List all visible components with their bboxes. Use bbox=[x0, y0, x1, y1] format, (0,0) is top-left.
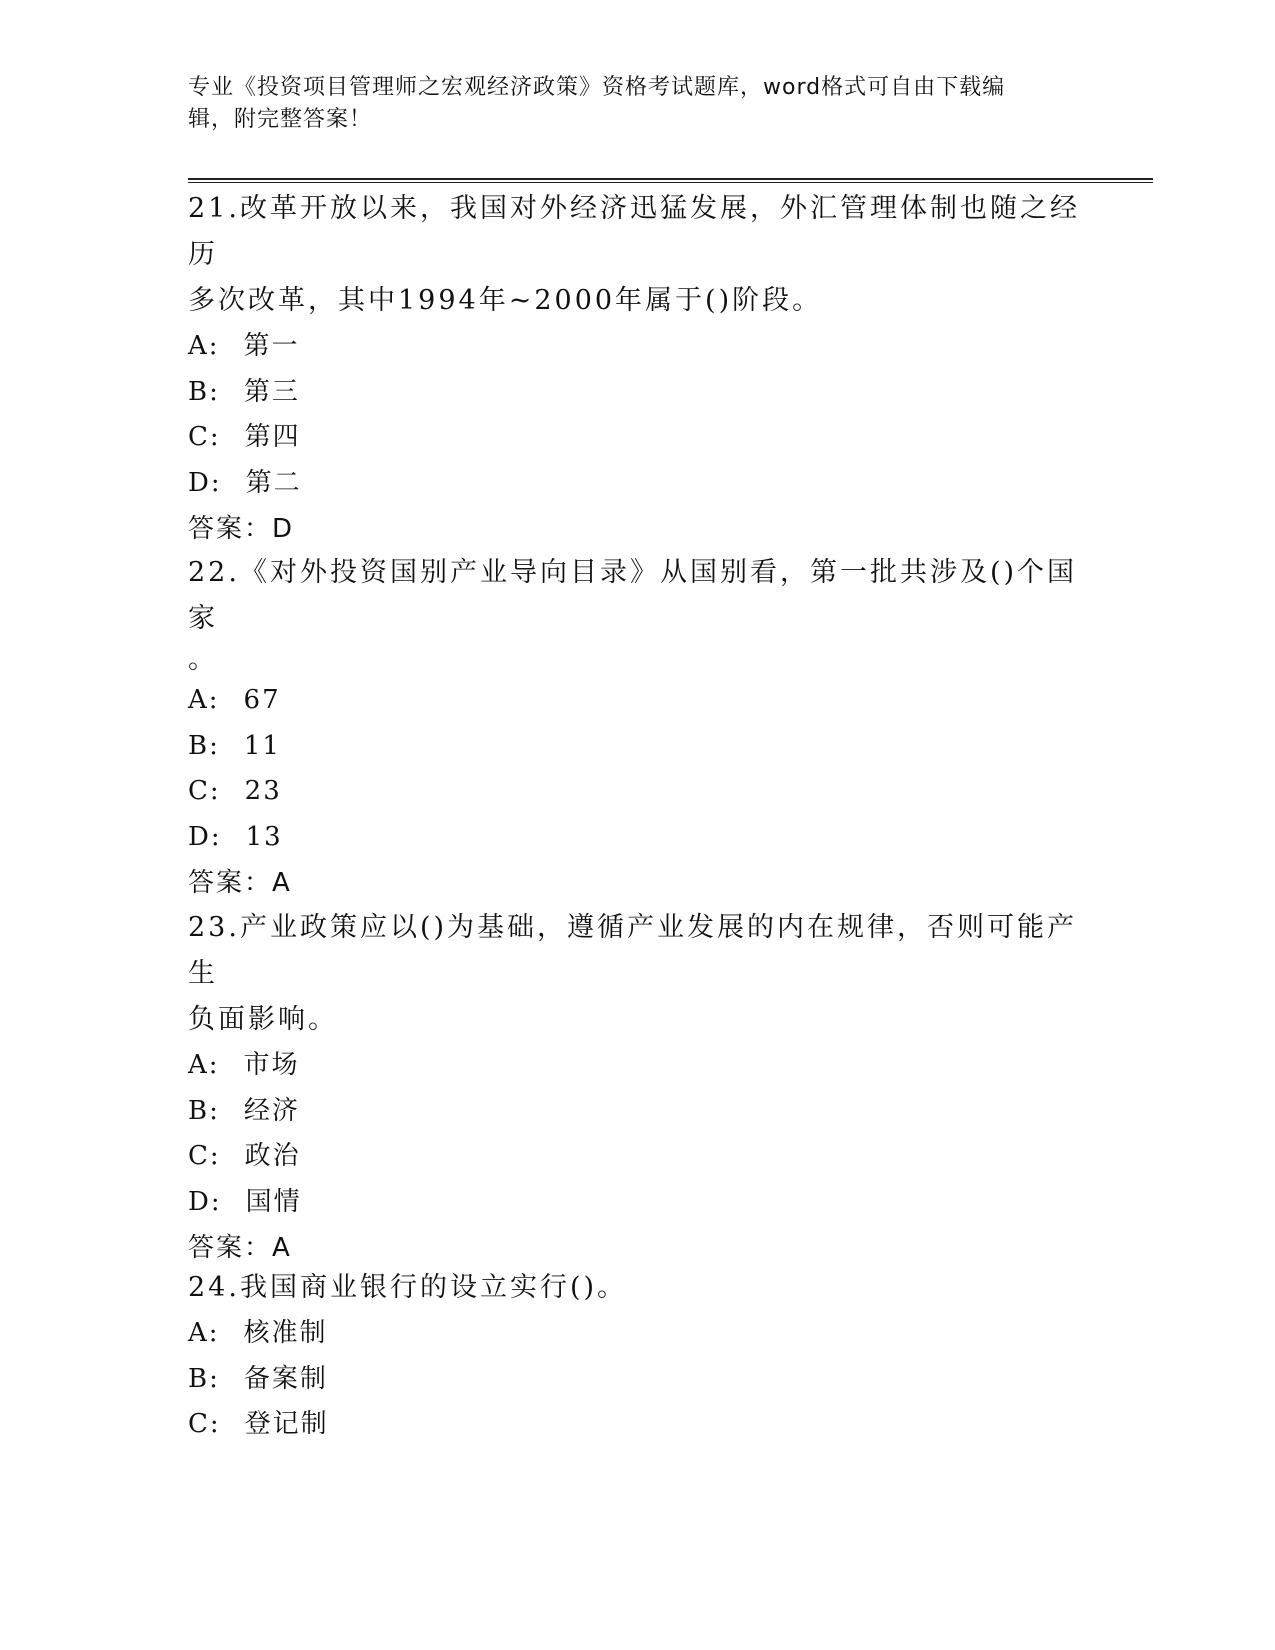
option-key: C: bbox=[188, 1409, 221, 1439]
option-b bbox=[188, 724, 1088, 770]
option-text: 11 bbox=[243, 730, 281, 761]
option-b bbox=[188, 370, 1088, 416]
option-d bbox=[188, 815, 1088, 861]
option-b bbox=[188, 1089, 1088, 1135]
option-key: C: bbox=[188, 422, 221, 452]
option-text: 第三 bbox=[243, 376, 300, 407]
option-text: 政治 bbox=[244, 1141, 301, 1171]
option-c bbox=[188, 1402, 1088, 1448]
option-key: A: bbox=[188, 331, 220, 361]
answer: 答案：A bbox=[188, 868, 292, 898]
option-key: C: bbox=[188, 1141, 221, 1171]
option-text: 第四 bbox=[244, 422, 301, 452]
question-23 bbox=[188, 905, 1088, 1271]
question-text-line: 22.《对外投资国别产业导向目录》从国别看，第一批共涉及()个国家 bbox=[188, 557, 1078, 634]
question-text-line: 21.改革开放以来，我国对外经济迅猛发展，外汇管理体制也随之经历 bbox=[188, 193, 1080, 270]
option-d bbox=[188, 461, 1088, 507]
document-header bbox=[188, 72, 1068, 136]
option-key: A: bbox=[188, 1318, 220, 1348]
option-text: 23 bbox=[244, 776, 282, 806]
question-text-line: 24.我国商业银行的设立实行()。 bbox=[188, 1272, 628, 1303]
option-key: A: bbox=[188, 1050, 220, 1080]
option-text: 市场 bbox=[243, 1050, 300, 1080]
option-a bbox=[188, 324, 1088, 370]
option-a bbox=[188, 678, 1088, 724]
option-key: B: bbox=[188, 730, 220, 761]
option-key: B: bbox=[188, 1363, 220, 1394]
question-text-line: 负面影响。 bbox=[188, 1004, 338, 1035]
option-key: C: bbox=[188, 776, 221, 806]
option-key: B: bbox=[188, 1095, 220, 1126]
option-text: 登记制 bbox=[244, 1409, 329, 1439]
option-c bbox=[188, 1134, 1088, 1180]
question-text-line: 多次改革，其中1994年~2000年属于()阶段。 bbox=[188, 285, 823, 316]
option-key: D: bbox=[188, 467, 222, 498]
option-b bbox=[188, 1357, 1088, 1403]
option-c bbox=[188, 415, 1088, 461]
question-21 bbox=[188, 186, 1088, 552]
question-text-line: 23.产业政策应以()为基础，遵循产业发展的内在规律，否则可能产生 bbox=[188, 912, 1078, 989]
option-a bbox=[188, 1043, 1088, 1089]
option-text: 第二 bbox=[245, 467, 302, 498]
option-text: 经济 bbox=[243, 1095, 300, 1126]
header-line-2: 辑，附完整答案！ bbox=[188, 107, 373, 132]
option-d bbox=[188, 1180, 1088, 1226]
option-text: 67 bbox=[243, 685, 281, 715]
answer: 答案：A bbox=[188, 1233, 292, 1263]
option-key: D: bbox=[188, 1186, 222, 1217]
option-c bbox=[188, 769, 1088, 815]
option-text: 第一 bbox=[243, 331, 300, 361]
option-key: A: bbox=[188, 685, 220, 715]
option-text: 国情 bbox=[245, 1186, 302, 1217]
header-divider-thick bbox=[188, 178, 1153, 180]
option-key: D: bbox=[188, 821, 222, 852]
header-divider-thin bbox=[188, 182, 1153, 183]
question-text-line: 。 bbox=[188, 644, 218, 675]
header-line-1: 专业《投资项目管理师之宏观经济政策》资格考试题库，word格式可自由下载编 bbox=[188, 75, 1006, 100]
answer: 答案：D bbox=[188, 514, 295, 544]
option-key: B: bbox=[188, 376, 220, 407]
option-text: 核准制 bbox=[243, 1318, 328, 1348]
option-text: 备案制 bbox=[243, 1363, 328, 1394]
option-text: 13 bbox=[245, 821, 283, 852]
option-a bbox=[188, 1311, 1088, 1357]
question-22 bbox=[188, 550, 1088, 906]
question-24 bbox=[188, 1265, 1088, 1448]
